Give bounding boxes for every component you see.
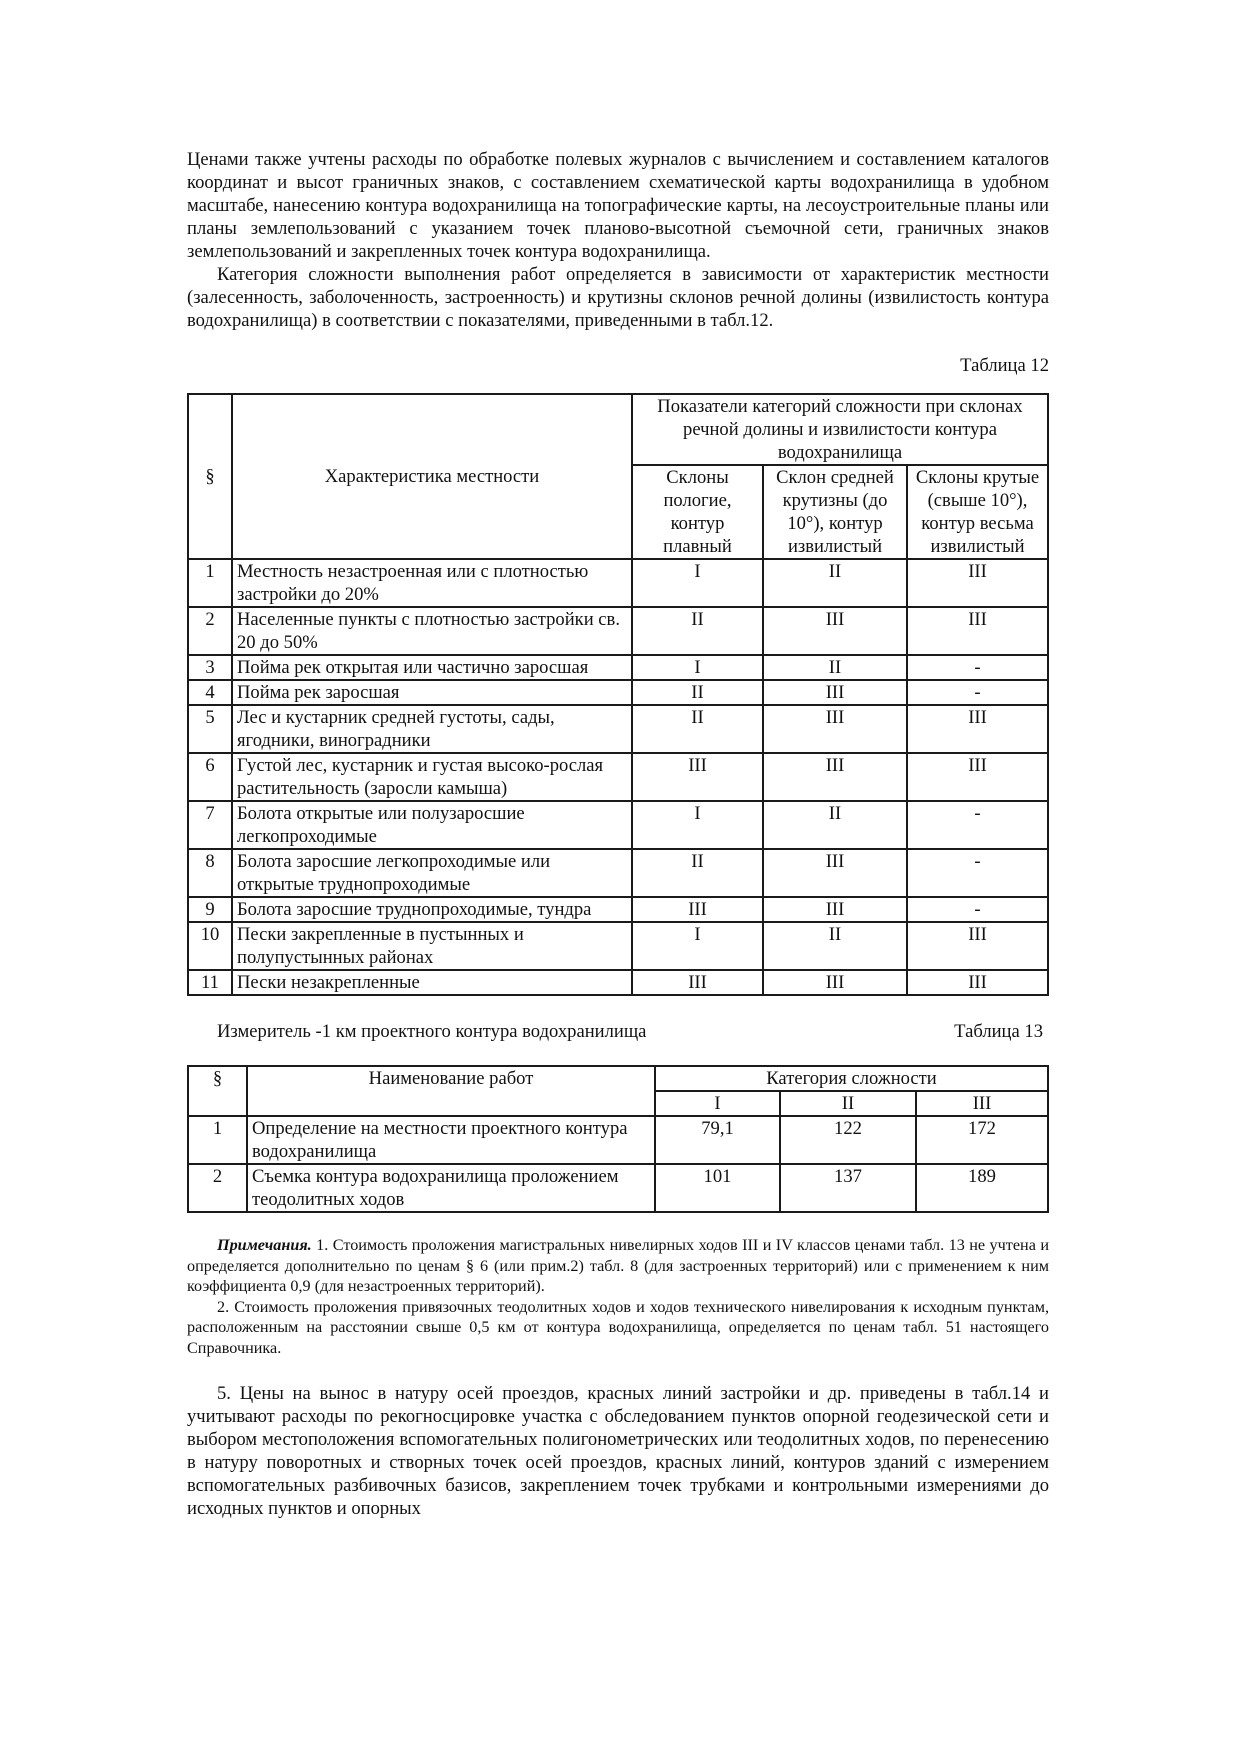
row-number: 4 xyxy=(188,680,232,705)
table13-head-name: Наименование работ xyxy=(247,1066,655,1116)
row-value-2: II xyxy=(763,655,907,680)
table-row xyxy=(188,801,1048,849)
row-value-1: II xyxy=(632,607,763,655)
row-number: 1 xyxy=(188,1116,247,1164)
table-row xyxy=(188,680,1048,705)
row-value-3: - xyxy=(907,801,1048,849)
row-description: Пойма рек заросшая xyxy=(232,680,632,705)
row-description: Болота заросшие труднопроходимые, тундра xyxy=(232,897,632,922)
table13-head-num: § xyxy=(188,1066,247,1116)
note-1-text: 1. Стоимость проложения магистральных нивелирных ходов III и IV классов ценами табл. 13 не учтена и определяется дополнительно по ценам § 6 (или прим.2) табл. 8 (для застроенных территорий) или с применением к ним коэффициента 0,9 (для незастроенных территорий). xyxy=(187,1236,1049,1295)
row-description: Пойма рек открытая или частично заросшая xyxy=(232,655,632,680)
row-value-3: III xyxy=(907,753,1048,801)
row-number: 2 xyxy=(188,1164,247,1212)
row-value-3: III xyxy=(907,922,1048,970)
table-row xyxy=(188,970,1048,995)
table12-header-row-1 xyxy=(188,394,1048,465)
row-value-1: I xyxy=(632,801,763,849)
table-row xyxy=(188,849,1048,897)
row-value-1: 79,1 xyxy=(655,1116,780,1164)
row-value-3: 189 xyxy=(916,1164,1048,1212)
row-description: Густой лес, кустарник и густая высоко-рослая растительность (заросли камыша) xyxy=(232,753,632,801)
row-value-2: III xyxy=(763,849,907,897)
row-value-3: III xyxy=(907,607,1048,655)
table13-head-cat3: III xyxy=(916,1091,1048,1116)
row-number: 10 xyxy=(188,922,232,970)
row-value-1: III xyxy=(632,897,763,922)
table-row xyxy=(188,607,1048,655)
row-description: Пески незакрепленные xyxy=(232,970,632,995)
row-value-3: III xyxy=(907,970,1048,995)
intro-paragraph-1: Ценами также учтены расходы по обработке полевых журналов с вычислением и составлением каталогов координат и высот граничных знаков, с составлением схематической карты водохранилища в удобном масштабе, нанесению контура водохранилища на топографические карты, на лесоустроительные планы или планы землепользований с указанием точек планово-высотной съемочной сети, граничных знаков землепользований и закрепленных точек контура водохранилища. xyxy=(187,149,1049,262)
table13-head-group: Категория сложности xyxy=(655,1066,1048,1091)
row-value-2: III xyxy=(763,680,907,705)
note-1 xyxy=(187,1235,1049,1297)
row-value-1: III xyxy=(632,970,763,995)
table12-head-group: Показатели категорий сложности при склонах речной долины и извилистости контура водохранилища xyxy=(632,394,1048,465)
table12-head-num: § xyxy=(188,394,232,559)
row-value-2: III xyxy=(763,753,907,801)
table12-caption: Таблица 12 xyxy=(960,355,1049,376)
row-value-3: III xyxy=(907,705,1048,753)
row-number: 6 xyxy=(188,753,232,801)
row-value-2: III xyxy=(763,897,907,922)
table13-head-cat2: II xyxy=(780,1091,916,1116)
row-value-2: 122 xyxy=(780,1116,916,1164)
row-description: Населенные пункты с плотностью застройки св. 20 до 50% xyxy=(232,607,632,655)
row-value-3: - xyxy=(907,655,1048,680)
row-description: Съемка контура водохранилища проложением теодолитных ходов xyxy=(247,1164,655,1212)
table-row xyxy=(188,1164,1048,1212)
table12-head-col2: Склон средней крутизны (до 10°), контур извилистый xyxy=(763,465,907,559)
document-page xyxy=(187,148,1049,1520)
row-value-1: I xyxy=(632,922,763,970)
row-value-3: - xyxy=(907,849,1048,897)
row-value-1: II xyxy=(632,705,763,753)
table13-meter: Измеритель -1 км проектного контура водохранилища xyxy=(217,1021,647,1042)
row-number: 9 xyxy=(188,897,232,922)
row-number: 11 xyxy=(188,970,232,995)
row-value-2: III xyxy=(763,607,907,655)
row-value-3: - xyxy=(907,897,1048,922)
table-12 xyxy=(187,393,1049,996)
table-row xyxy=(188,655,1048,680)
section-5-paragraph: 5. Цены на вынос в натуру осей проездов, красных линий застройки и др. приведены в табл.14 и учитывают расходы по рекогносцировке участка с обследованием пунктов опорной геодезической сети и выбором местоположения вспомогательных полигонометрических или теодолитных ходов, по перенесению в натуру поворотных и створных точек осей проездов, красных линий, контуров зданий с измерением вспомогательных разбивочных базисов, закреплением точек трубками и контрольными измерениями до исходных пунктов и опорных xyxy=(187,1383,1049,1519)
row-value-2: 137 xyxy=(780,1164,916,1212)
table12-head-col1: Склоны пологие, контур плавный xyxy=(632,465,763,559)
row-description: Пески закрепленные в пустынных и полупустынных районах xyxy=(232,922,632,970)
table13-header-line xyxy=(187,1020,1049,1043)
row-value-1: 101 xyxy=(655,1164,780,1212)
row-value-2: III xyxy=(763,705,907,753)
row-number: 5 xyxy=(188,705,232,753)
row-number: 2 xyxy=(188,607,232,655)
row-number: 8 xyxy=(188,849,232,897)
row-number: 7 xyxy=(188,801,232,849)
row-value-2: II xyxy=(763,559,907,607)
row-number: 3 xyxy=(188,655,232,680)
note-2: 2. Стоимость проложения привязочных теодолитных ходов и ходов технического нивелирования к исходным пунктам, расположенным на расстоянии свыше 0,5 км от контура водохранилища, определяется по ценам табл. 51 настоящего Справочника. xyxy=(187,1297,1049,1357)
table-13 xyxy=(187,1065,1049,1213)
table-row xyxy=(188,753,1048,801)
table13-header-row-1 xyxy=(188,1066,1048,1091)
table-row xyxy=(188,897,1048,922)
table12-head-characteristic: Характеристика местности xyxy=(232,394,632,559)
notes-block xyxy=(187,1235,1049,1358)
notes-label: Примечания. xyxy=(217,1236,312,1254)
table-row xyxy=(188,922,1048,970)
row-description: Болота заросшие легкопроходимые или открытые труднопроходимые xyxy=(232,849,632,897)
row-value-1: II xyxy=(632,680,763,705)
intro-paragraph-2: Категория сложности выполнения работ определяется в зависимости от характеристик местности (залесенность, заболоченность, застроенность) и крутизны склонов речной долины (извилистость контура водохранилища) в соответствии с показателями, приведенными в табл.12. xyxy=(187,264,1049,331)
table13-caption: Таблица 13 xyxy=(954,1021,1043,1042)
row-value-3: - xyxy=(907,680,1048,705)
table-row xyxy=(188,705,1048,753)
row-number: 1 xyxy=(188,559,232,607)
row-value-3: 172 xyxy=(916,1116,1048,1164)
row-description: Лес и кустарник средней густоты, сады, ягодники, виноградники xyxy=(232,705,632,753)
row-description: Местность незастроенная или с плотностью застройки до 20% xyxy=(232,559,632,607)
row-description: Определение на местности проектного контура водохранилища xyxy=(247,1116,655,1164)
row-value-1: I xyxy=(632,559,763,607)
table13-head-cat1: I xyxy=(655,1091,780,1116)
row-value-1: III xyxy=(632,753,763,801)
table-row xyxy=(188,1116,1048,1164)
table12-head-col3: Склоны крутые (свыше 10°), контур весьма извилистый xyxy=(907,465,1048,559)
row-value-1: II xyxy=(632,849,763,897)
row-value-2: II xyxy=(763,801,907,849)
table-row xyxy=(188,559,1048,607)
row-description: Болота открытые или полузаросшие легкопроходимые xyxy=(232,801,632,849)
row-value-2: II xyxy=(763,922,907,970)
row-value-2: III xyxy=(763,970,907,995)
row-value-1: I xyxy=(632,655,763,680)
row-value-3: III xyxy=(907,559,1048,607)
